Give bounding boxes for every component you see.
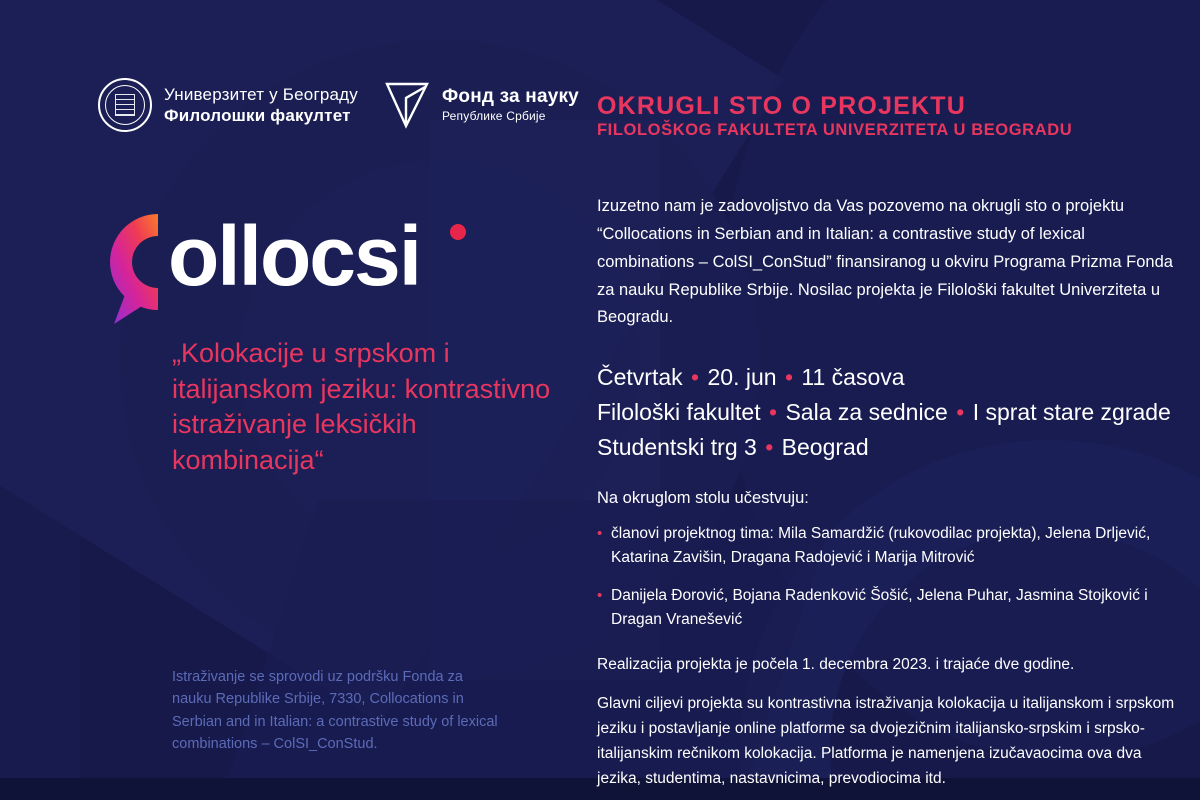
event-time: 11 časova [801,364,905,391]
list-item: • Danijela Đorović, Bojana Radenković Šošić, Jelena Puhar, Jasmina Stojković i Dragan Vranešević [597,584,1177,632]
project-timeline: Realizacija projekta je počela 1. decembra 2023. i trajaće dve godine. [597,655,1075,673]
logo-row [98,78,579,132]
event-kicker [597,92,1177,139]
project-goals: Glavni ciljevi projekta su kontrastivna istraživanja kolokacija u italijanskom i srpskom jeziku i postavljanje online platforme sa dvojezičnim italijansko-srpskim i srpsko-italijanskim rečnikom kolokacija. Platforma je namenjena izučavaocima ova dva jezika, studentima, nastavnicima, prevodiocima itd. [597,695,1175,788]
right-column [597,92,1177,800]
event-room: Sala za sednice [785,399,948,426]
event-line-3 [597,430,1177,465]
science-fund-logo-text [442,86,579,123]
fund-line1: Фонд за науку [441,86,579,108]
university-logo-text [164,84,358,127]
separator-dot: • [956,399,965,426]
event-date: 20. jun [707,364,777,391]
collocsi-logo [96,209,566,322]
event-kicker-title: OKRUGLI STO O PROJEKTU [597,92,967,120]
university-seal-icon [98,78,152,132]
science-fund-mark-icon [384,80,430,130]
science-fund-logo [384,80,579,130]
event-line-1 [597,360,1177,395]
brand-block [96,209,566,479]
seal-inner-detail [115,94,135,116]
project-description [597,652,1177,792]
event-city: Beograd [781,433,869,460]
event-venue: Filološki fakultet [597,399,761,426]
separator-dot: • [765,433,774,460]
separator-dot: • [769,399,778,426]
event-address: Studentski trg 3 [597,433,757,460]
participants-title: Na okruglom stolu učestvuju: [597,488,809,507]
university-logo [98,78,358,132]
separator-dot: • [784,364,793,391]
brand-tagline: „Kolokacije u srpskom i italijanskom jeziku: kontrastivno istraživanje leksičkih kombinacija“ [172,338,551,475]
event-details [597,360,1177,465]
support-note: Istraživanje se sprovodi uz podršku Fonda za nauku Republike Srbije, 7330, Collocations in Serbian and in Italian: a contrastive study of lexical combinations – ColSI_ConStud. [172,669,498,753]
event-kicker-subtitle: FILOLOŠKOG FAKULTETA UNIVERZITETA U BEOGRADU [597,121,1073,139]
fund-line2: Републике Србије [441,109,546,124]
participants-list [597,522,1177,632]
event-day: Četvrtak [597,364,683,391]
university-line1: Универзитет у Београду [164,84,358,104]
intro-paragraph: Izuzetno nam je zadovoljstvo da Vas pozovemo na okrugli sto o projektu “Collocations in Serbian and in Italian: a contrastive study of lexical combinations – ColSI_ConStud” finansiranog u okviru Programa Prizma Fonda za nauku Republike Srbije. Nosilac projekta je Filološki fakultet Univerziteta u Beogradu. [597,197,1173,327]
event-line-2 [597,395,1177,430]
separator-dot: • [691,364,700,391]
event-floor: I sprat stare zgrade [972,399,1171,426]
university-line2: Филолошки факултет [164,106,351,125]
collocsi-dot-icon [450,224,466,240]
collocsi-wordmark: ollocsi [168,209,421,303]
list-item: • članovi projektnog tima: Mila Samardžić (rukovodilac projekta), Jelena Drljević, Katarina Zavišin, Dragana Radojević i Marija Mitrović [597,522,1177,570]
